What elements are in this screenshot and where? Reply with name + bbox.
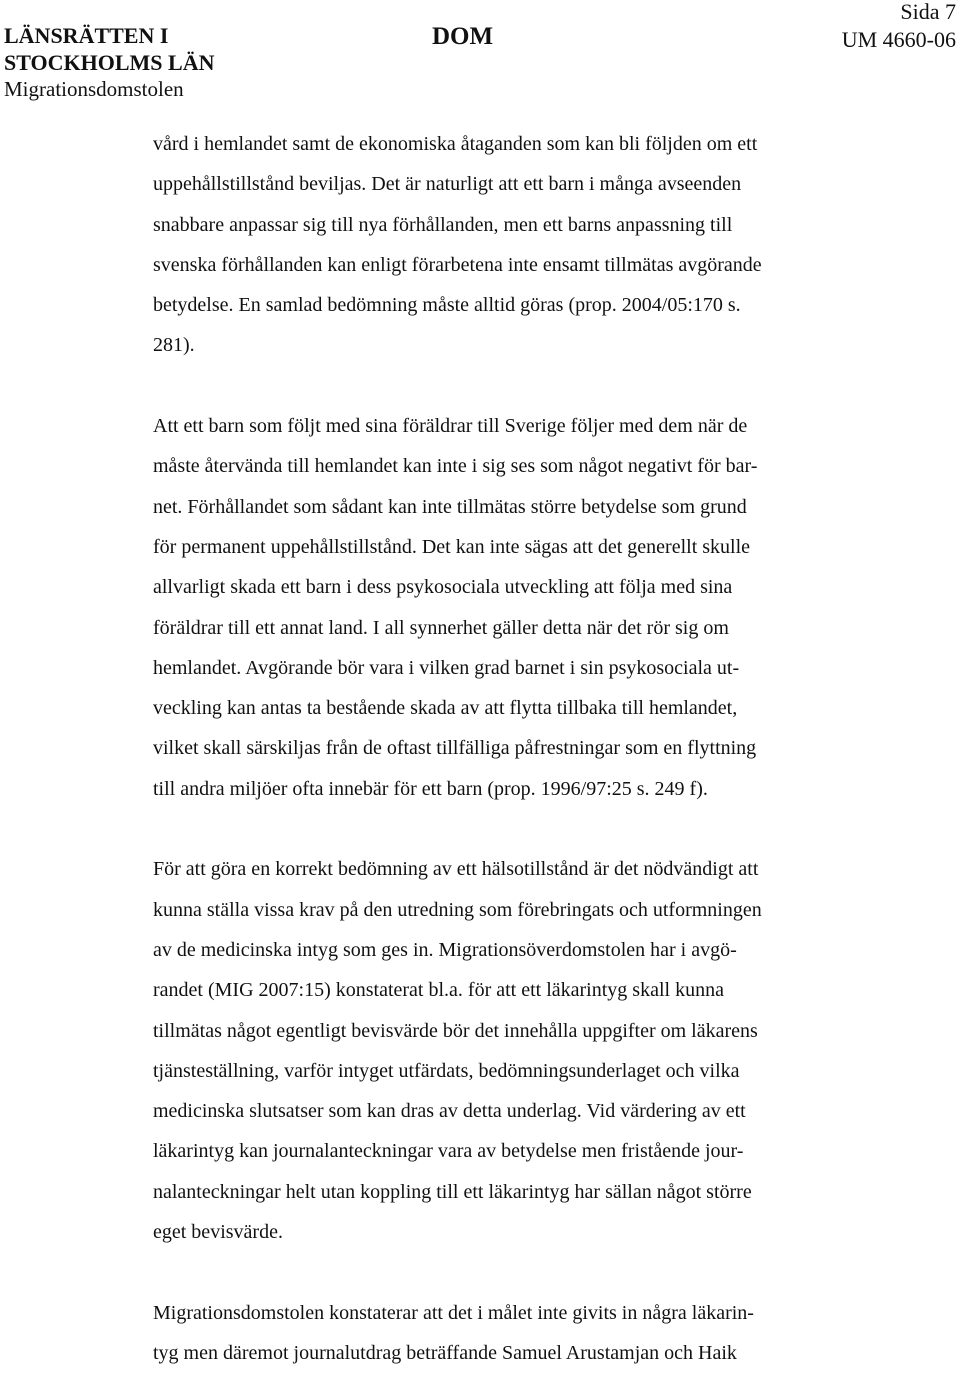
text-line: måste återvända till hemlandet kan inte i sig ses som något negativt för bar-	[153, 455, 758, 478]
text-line: eget bevisvärde.	[153, 1221, 283, 1244]
text-line: veckling kan antas ta bestående skada av att flytta tillbaka till hemlandet,	[153, 697, 738, 720]
paragraph-4	[153, 1293, 873, 1373]
text-line: vård i hemlandet samt de ekonomiska åtaganden som kan bli följden om ett	[153, 133, 758, 155]
document-body	[153, 124, 873, 1373]
text-line: vilket skall särskiljas från de oftast tillfälliga påfrestningar som en flyttning	[153, 737, 757, 760]
text-line: föräldrar till ett annat land. I all synnerhet gäller detta när det rör sig om	[153, 616, 729, 639]
court-name-line-1: LÄNSRÄTTEN I	[4, 23, 169, 48]
page-header-right	[842, 0, 956, 54]
text-line: tillmätas något egentligt bevisvärde bör det innehålla uppgifter om läkarens	[153, 1019, 758, 1042]
court-division: Migrationsdomstolen	[4, 77, 184, 101]
text-line: till andra miljöer ofta innebär för ett barn (prop. 1996/97:25 s. 249 f).	[153, 777, 708, 800]
page-number: Sida 7	[900, 0, 956, 24]
text-line: kunna ställa vissa krav på den utredning som förebringats och utformningen	[153, 898, 762, 921]
paragraph-gap	[153, 1252, 873, 1292]
paragraph-gap	[153, 366, 873, 406]
paragraph-gap	[153, 809, 873, 849]
paragraph-2	[153, 406, 873, 809]
text-line: net. Förhållandet som sådant kan inte tillmätas större betydelse som grund	[153, 495, 747, 518]
document-type: DOM	[432, 23, 494, 50]
text-line: uppehållstillstånd beviljas. Det är naturligt att ett barn i många avseenden	[153, 173, 742, 196]
text-line: randet (MIG 2007:15) konstaterat bl.a. för att ett läkarintyg skall kunna	[153, 979, 724, 1002]
text-line: snabbare anpassar sig till nya förhållanden, men ett barns anpassning till	[153, 213, 733, 236]
paragraph-3	[153, 849, 873, 1252]
text-line: Migrationsdomstolen konstaterar att det i målet inte givits in några läkarin-	[153, 1301, 754, 1324]
text-line: för permanent uppehållstillstånd. Det kan inte sägas att det generellt skulle	[153, 535, 751, 558]
text-line: allvarligt skada ett barn i dess psykosociala utveckling att följa med sina	[153, 576, 733, 599]
case-number: UM 4660-06	[841, 27, 956, 52]
paragraph-1	[153, 124, 873, 366]
text-line: Att ett barn som följt med sina föräldrar till Sverige följer med dem när de	[153, 415, 748, 438]
text-line: medicinska slutsatser som kan dras av detta underlag. Vid värdering av ett	[153, 1100, 746, 1123]
text-line: betydelse. En samlad bedömning måste alltid göras (prop. 2004/05:170 s.	[153, 294, 741, 317]
text-line: 281).	[153, 334, 195, 357]
text-line: tyg men däremot journalutdrag beträffande Samuel Arustamjan och Haik	[153, 1341, 737, 1364]
text-line: För att göra en korrekt bedömning av ett hälsotillstånd är det nödvändigt att	[153, 858, 759, 881]
text-line: nalanteckningar helt utan koppling till ett läkarintyg har sällan något större	[153, 1180, 752, 1203]
court-header	[4, 22, 214, 103]
text-line: hemlandet. Avgörande bör vara i vilken grad barnet i sin psykosociala ut-	[153, 656, 740, 679]
text-line: av de medicinska intyg som ges in. Migrationsöverdomstolen har i avgö-	[153, 938, 737, 961]
text-line: tjänsteställning, varför intyget utfärdats, bedömningsunderlaget och vilka	[153, 1059, 740, 1082]
text-line: svenska förhållanden kan enligt förarbetena inte ensamt tillmätas avgörande	[153, 253, 762, 276]
text-line: läkarintyg kan journalanteckningar vara av betydelse men fristående jour-	[153, 1140, 744, 1163]
court-name-line-2: STOCKHOLMS LÄN	[4, 50, 215, 75]
